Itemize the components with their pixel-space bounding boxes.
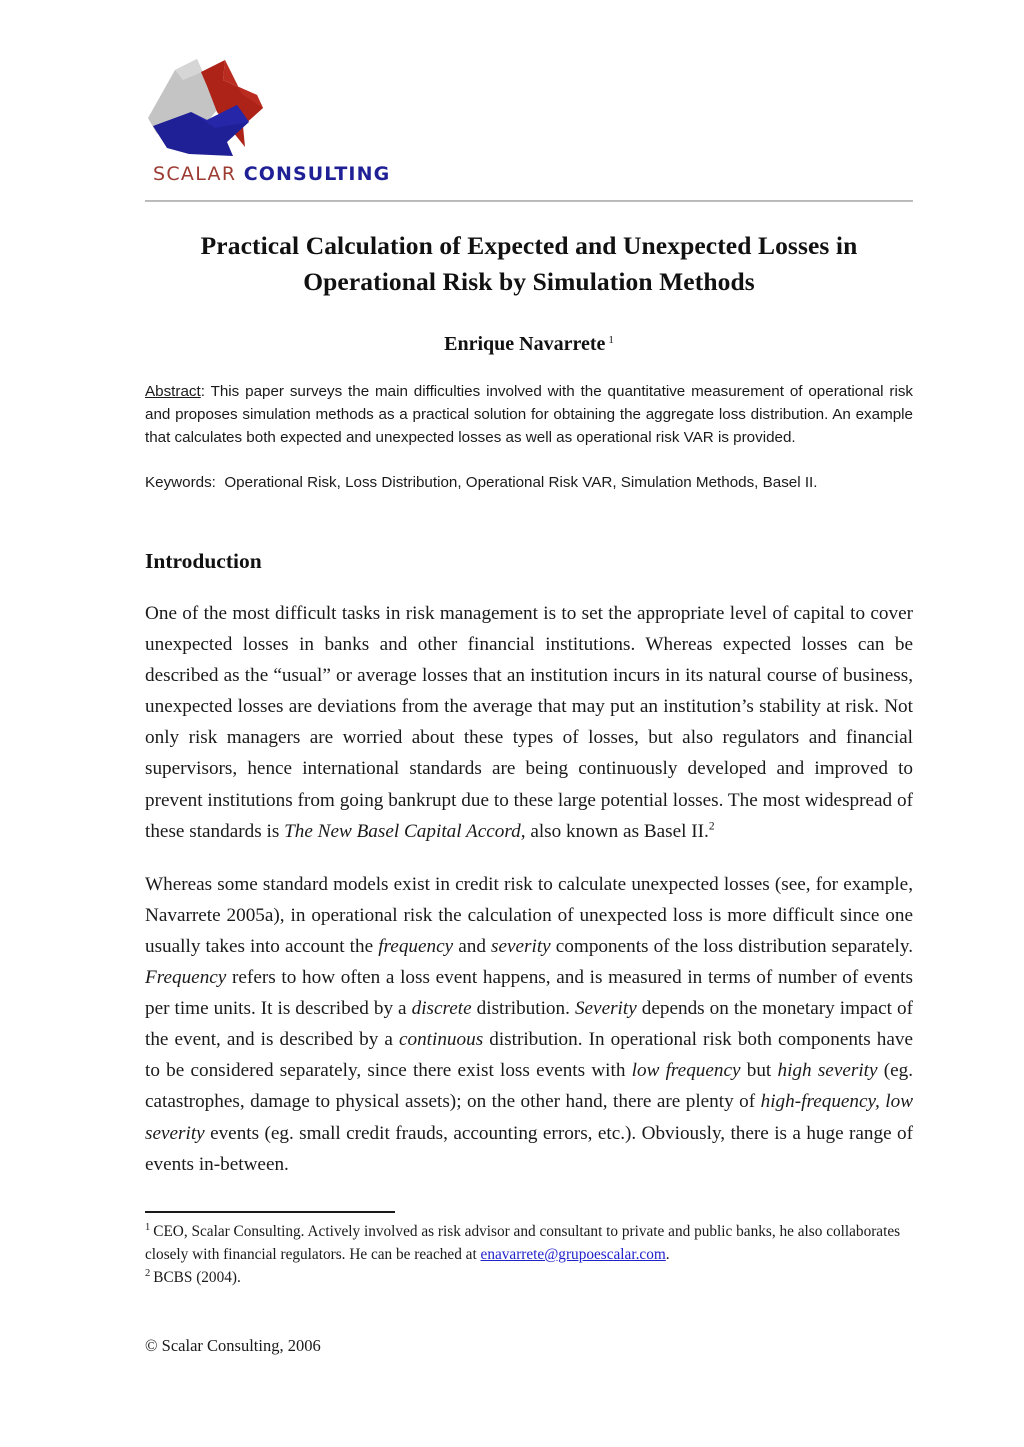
paragraph-2-part-10: events (eg. small credit frauds, accounting errors, etc.). Obviously, there is a huge range of events in-between.: [145, 1122, 913, 1175]
paragraph-2-part-5: distribution.: [471, 998, 575, 1020]
abstract-label: Abstract: [145, 383, 201, 400]
paragraph-2: [145, 869, 913, 1180]
page-title-line-2: Operational Risk by Simulation Methods: [303, 267, 755, 297]
paragraph-2-part-1: Whereas some standard models exist in credit risk to calculate unexpected losses (see, for example, Navarrete 2005a), in operational risk the calculation of unexpected loss is more difficult since one usually takes into account the: [145, 873, 913, 957]
copyright-footer: © Scalar Consulting, 2006: [145, 1336, 321, 1355]
paragraph-1: [145, 598, 913, 847]
keywords-label: Keywords:: [145, 474, 216, 492]
paragraph-2-part-8: but: [740, 1060, 778, 1082]
title-block: [145, 228, 913, 356]
footnote-2: [145, 1266, 913, 1290]
paragraph-2-italic-4: discrete: [411, 998, 472, 1020]
logo-wordmark: [153, 163, 390, 185]
abstract-text: This paper surveys the main difficulties involved with the quantitative measurement of operational risk and proposes simulation methods as a practical solution for obtaining the aggregate loss distribution. An example that calculates both expected and unexpected losses as well as operational risk VAR is provided.: [145, 383, 914, 447]
paragraph-2-part-4: refers to how often a loss event happens, and is measured in terms of number of events per time units. It is described by a: [145, 967, 913, 1020]
footnote-2-marker: 2: [145, 1268, 151, 1280]
logo-word-consulting: CONSULTING: [243, 163, 391, 185]
author-footnote-ref: 1: [608, 333, 614, 346]
author-name: Enrique Navarrete: [444, 333, 606, 356]
paragraph-2-part-9: (eg. catastrophes, damage to physical assets); on the other hand, there are plenty of: [145, 1060, 914, 1113]
paragraph-2-italic-5: Severity: [574, 998, 637, 1020]
page-title: [145, 228, 913, 300]
footnote-1-marker: 1: [145, 1222, 151, 1233]
paragraph-1-part-2: , also known as Basel II.: [520, 820, 709, 842]
footnote-1-text-after: .: [665, 1245, 670, 1263]
author-line: [145, 300, 913, 356]
paragraph-2-part-6: depends on the monetary impact of the event, and is described by a: [145, 998, 913, 1051]
paragraph-1-footnote-ref: 2: [708, 820, 715, 833]
footnotes-block: [145, 1220, 913, 1290]
page-title-line-1: Practical Calculation of Expected and Unexpected Losses in: [200, 231, 858, 260]
pinwheel-arrows-logo-icon: [145, 50, 270, 165]
paragraph-2-italic-2: severity: [491, 935, 551, 957]
footnote-separator: [145, 1211, 395, 1213]
footnote-1-email-link[interactable]: enavarrete@grupoescalar.com: [480, 1245, 666, 1263]
header-divider: [145, 200, 913, 202]
paragraph-2-italic-9: high-frequency, low severity: [145, 1091, 913, 1144]
paragraph-2-italic-6: continuous: [398, 1029, 484, 1051]
keywords-paragraph: [145, 449, 913, 494]
paragraph-2-part-7: distribution. In operational risk both components have to be considered separately, since there exist loss events with: [145, 1029, 914, 1082]
paragraph-2-italic-8: high severity: [777, 1060, 878, 1082]
scalar-consulting-logo: [145, 50, 391, 198]
paragraph-2-italic-3: Frequency: [145, 967, 227, 989]
paragraph-1-part-1: One of the most difficult tasks in risk management is to set the appropriate level of capital to cover unexpected losses in banks and other financial institutions. Whereas expected losses can be described as the “usual” or average losses that an institution incurs in its natural course of business, unexpected losses are deviations from the average that may put an institution’s stability at risk. Not only risk managers are worried about these types of losses, but also regulators and financial supervisors, hence international standards are being continuously developed and improved to prevent institutions from going bankrupt due to these large potential losses. The most widespread of these standards is: [145, 603, 913, 842]
paragraph-1-italic-1: The New Basel Capital Accord: [284, 820, 521, 842]
logo-word-scalar: SCALAR: [153, 163, 237, 185]
section-heading-introduction: Introduction: [145, 549, 262, 573]
document-header: [145, 50, 913, 198]
footnote-2-text: BCBS (2004).: [153, 1269, 241, 1287]
footnote-1: [145, 1220, 913, 1266]
paragraph-2-italic-7: low frequency: [631, 1060, 741, 1082]
paragraph-2-part-2: and: [453, 935, 492, 957]
paragraph-2-italic-1: frequency: [378, 935, 454, 957]
keywords-text: Operational Risk, Loss Distribution, Operational Risk VAR, Simulation Methods, Basel II.: [224, 474, 818, 492]
abstract-paragraph: [145, 380, 913, 449]
footnote-1-text: CEO, Scalar Consulting. Actively involved as risk advisor and consultant to private and public banks, he also collaborates closely with financial regulators. He can be reached at: [145, 1223, 901, 1263]
body-content: [145, 598, 913, 1180]
paragraph-2-part-3: components of the loss distribution separately.: [550, 935, 913, 957]
abstract-label-suffix: :: [200, 383, 205, 400]
abstract-block: [145, 380, 913, 494]
